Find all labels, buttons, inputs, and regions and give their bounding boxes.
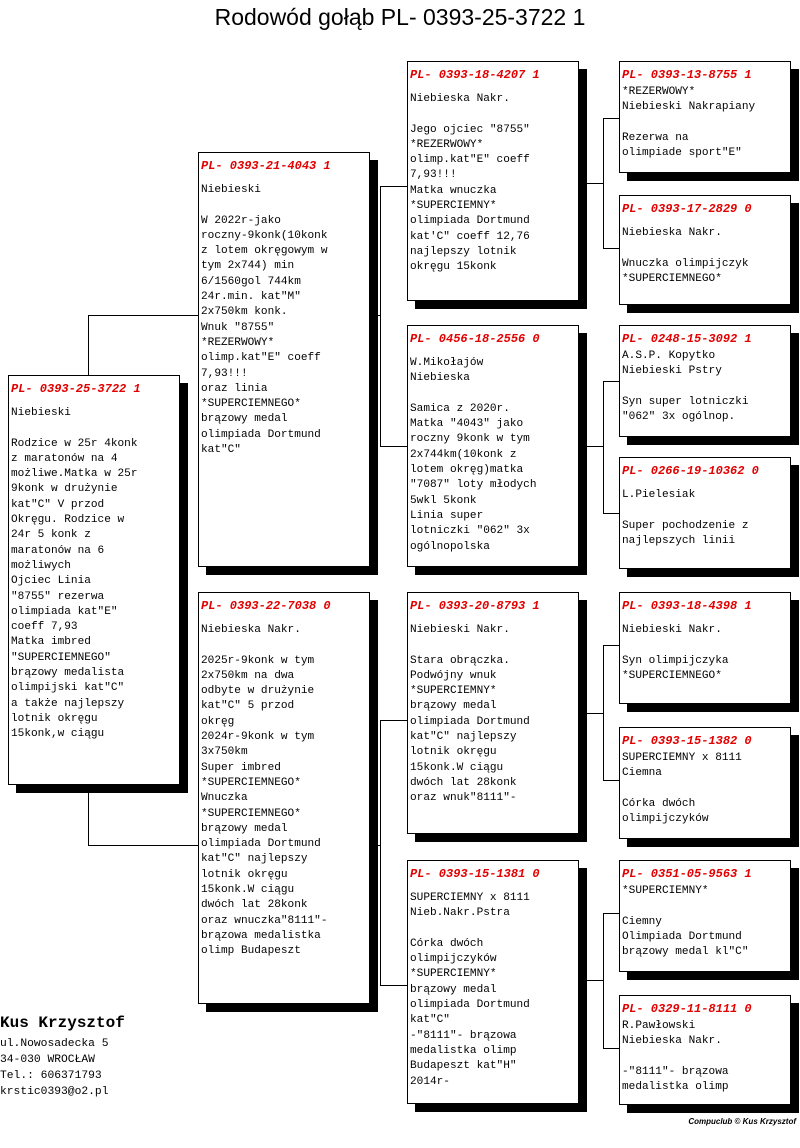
connector-line	[88, 315, 200, 316]
pigeon-card-fmm	[619, 457, 791, 569]
owner-city: 34-030 WROCŁAW	[0, 1054, 95, 1066]
connector-line	[578, 713, 603, 714]
pigeon-card-maternal-grandfather	[407, 592, 579, 834]
owner-info	[0, 1013, 125, 1100]
pigeon-description: SUPERCIEMNY x 8111 Ciemna Córka dwóch olimpijczyków	[622, 752, 742, 826]
connector-line	[380, 446, 408, 447]
page-title: Rodowód gołąb PL- 0393-25-3722 1	[214, 4, 586, 30]
connector-line	[603, 913, 604, 1048]
ring-number: PL- 0266-19-10362 0	[622, 464, 759, 478]
ring-number: PL- 0393-17-2829 0	[622, 202, 752, 216]
pigeon-card-mfm	[619, 727, 791, 839]
pigeon-description: Niebieski Nakr. Stara obrączka. Podwójny wnuk *SUPERCIEMNY* brązowy medal olimpiada Dortmund kat"C" najlepszy lotnik okręgu 15konk.W ciągu dwóch lat 28konk oraz wnuk"8111"-	[410, 624, 530, 805]
owner-name: Kus Krzysztof	[0, 1014, 125, 1032]
ring-number: PL- 0329-11-8111 0	[622, 1002, 752, 1016]
connector-line	[578, 183, 603, 184]
pigeon-card-mff	[619, 592, 791, 704]
pigeon-card-ffm	[619, 195, 791, 305]
connector-line	[380, 186, 408, 187]
pigeon-description: L.Pielesiak Super pochodzenie z najlepszych linii	[622, 489, 749, 547]
connector-line	[380, 720, 381, 985]
pigeon-card-fff	[619, 61, 791, 173]
pigeon-description: *REZERWOWY* Niebieski Nakrapiany Rezerwa na olimpiade sport"E"	[622, 86, 756, 160]
connector-line	[603, 645, 620, 646]
ring-number: PL- 0248-15-3092 1	[622, 332, 752, 346]
ring-number: PL- 0393-13-8755 1	[622, 68, 752, 82]
ring-number: PL- 0393-15-1381 0	[410, 867, 540, 881]
pigeon-description: SUPERCIEMNY x 8111 Nieb.Nakr.Pstra Córka dwóch olimpijczyków *SUPERCIEMNY* brązowy medal olimpiada Dortmund kat"C" -"8111"- brązowa medalistka olimp Budapeszt kat"H" 2014r-	[410, 892, 530, 1088]
pigeon-description: R.Pawłowski Niebieska Nakr. -"8111"- brązowa medalistka olimp	[622, 1020, 729, 1094]
connector-line	[603, 780, 620, 781]
pigeon-description: Niebieska Nakr. 2025r-9konk w tym 2x750km na dwa odbyte w drużynie kat"C" 5 przod okręg 2024r-9konk w tym 3x750km Super imbred *SUPERCIEMNEGO* Wnuczka *SUPERCIEMNEGO* brązowy medal olimpiada Dortmund kat"C" najlepszy lotnik okręgu 15konk.W ciągu dwóch lat 28konk oraz wnuczka"8111"- brązowa medalistka olimp Budapeszt	[201, 624, 328, 958]
pigeon-description: Niebieska Nakr. Jego ojciec "8755" *REZERWOWY* olimp.kat"E" coeff 7,93!!! Matka wnuczka *SUPERCIEMNY* olimpiada Dortmund kat'C" coeff 12,76 najlepszy lotnik okręgu 15konk	[410, 93, 530, 274]
connector-line	[380, 186, 381, 446]
pigeon-card-fmf	[619, 325, 791, 437]
connector-line	[603, 645, 604, 780]
pigeon-card-mmf	[619, 860, 791, 972]
ring-number: PL- 0393-18-4207 1	[410, 68, 540, 82]
connector-line	[603, 118, 620, 119]
pigeon-description: *SUPERCIEMNY* Ciemny Olimpiada Dortmund brązowy medal kl"C"	[622, 885, 749, 959]
pigeon-description: Niebieski Nakr. Syn olimpijczyka *SUPERCIEMNEGO*	[622, 624, 729, 682]
footer-credit: Compuclub © Kus Krzysztof	[688, 1117, 796, 1126]
pigeon-card-subject	[8, 375, 180, 785]
pigeon-description: Niebieski Rodzice w 25r 4konk z maratonów na 4 możliwe.Matka w 25r 9konk w drużynie kat"C" V przod Okręgu. Rodzice w 24r 5 konk z maratonów na 6 możliwych Ojciec Linia "8755" rezerwa olimpiada kat"E" coeff 7,93 Matka imbred "SUPERCIEMNEGO" brązowy medalista olimpijski kat"C" a także najlepszy lotnik okręgu 15konk,w ciągu	[11, 407, 138, 741]
pigeon-card-mother	[198, 592, 370, 1004]
owner-email: krstic0393@o2.pl	[0, 1086, 109, 1098]
connector-line	[603, 913, 620, 914]
pigeon-description: Niebieski W 2022r-jako roczny-9konk(10konk z lotem okręgowym w tym 2x744) min 6/1560gol 744km 24r.min. kat"M" 2x750km konk. Wnuk "8755" *REZERWOWY* olimp.kat"E" coeff 7,93!!! oraz linia *SUPERCIEMNEGO* brązowy medal olimpiada Dortmund kat"C"	[201, 184, 328, 457]
owner-phone: Tel.: 606371793	[0, 1070, 102, 1082]
pigeon-card-maternal-grandmother	[407, 860, 579, 1104]
ring-number: PL- 0351-05-9563 1	[622, 867, 752, 881]
pigeon-card-mmm	[619, 995, 791, 1105]
pigeon-description: W.Mikołajów Niebieska Samica z 2020r. Matka "4043" jako roczny 9konk w tym 2x744km(10konk z lotem okręg)matka "7087" loty młodych 5wkl 5konk Linia super lotniczki "062" 3x ogólnopolska	[410, 357, 537, 553]
connector-line	[380, 985, 408, 986]
connector-line	[603, 118, 604, 248]
connector-line	[603, 248, 620, 249]
connector-line	[603, 513, 620, 514]
pigeon-card-father	[198, 152, 370, 567]
ring-number: PL- 0393-22-7038 0	[201, 599, 331, 613]
pigeon-description: Niebieska Nakr. Wnuczka olimpijczyk *SUPERCIEMNEGO*	[622, 227, 749, 285]
pigeon-card-paternal-grandfather	[407, 61, 579, 301]
ring-number: PL- 0393-20-8793 1	[410, 599, 540, 613]
connector-line	[380, 720, 408, 721]
connector-line	[578, 446, 603, 447]
connector-line	[603, 1048, 620, 1049]
ring-number: PL- 0393-18-4398 1	[622, 599, 752, 613]
ring-number: PL- 0393-15-1382 0	[622, 734, 752, 748]
ring-number: PL- 0393-21-4043 1	[201, 159, 331, 173]
pigeon-card-paternal-grandmother	[407, 325, 579, 567]
connector-line	[603, 381, 620, 382]
connector-line	[88, 845, 200, 846]
ring-number: PL- 0456-18-2556 0	[410, 332, 540, 346]
connector-line	[88, 315, 89, 375]
ring-number: PL- 0393-25-3722 1	[11, 382, 141, 396]
connector-line	[88, 785, 89, 845]
owner-street: ul.Nowosadecka 5	[0, 1038, 109, 1050]
connector-line	[603, 381, 604, 513]
connector-line	[578, 980, 603, 981]
pigeon-description: A.S.P. Kopytko Niebieski Pstry Syn super lotniczki "062" 3x ogólnop.	[622, 350, 749, 424]
